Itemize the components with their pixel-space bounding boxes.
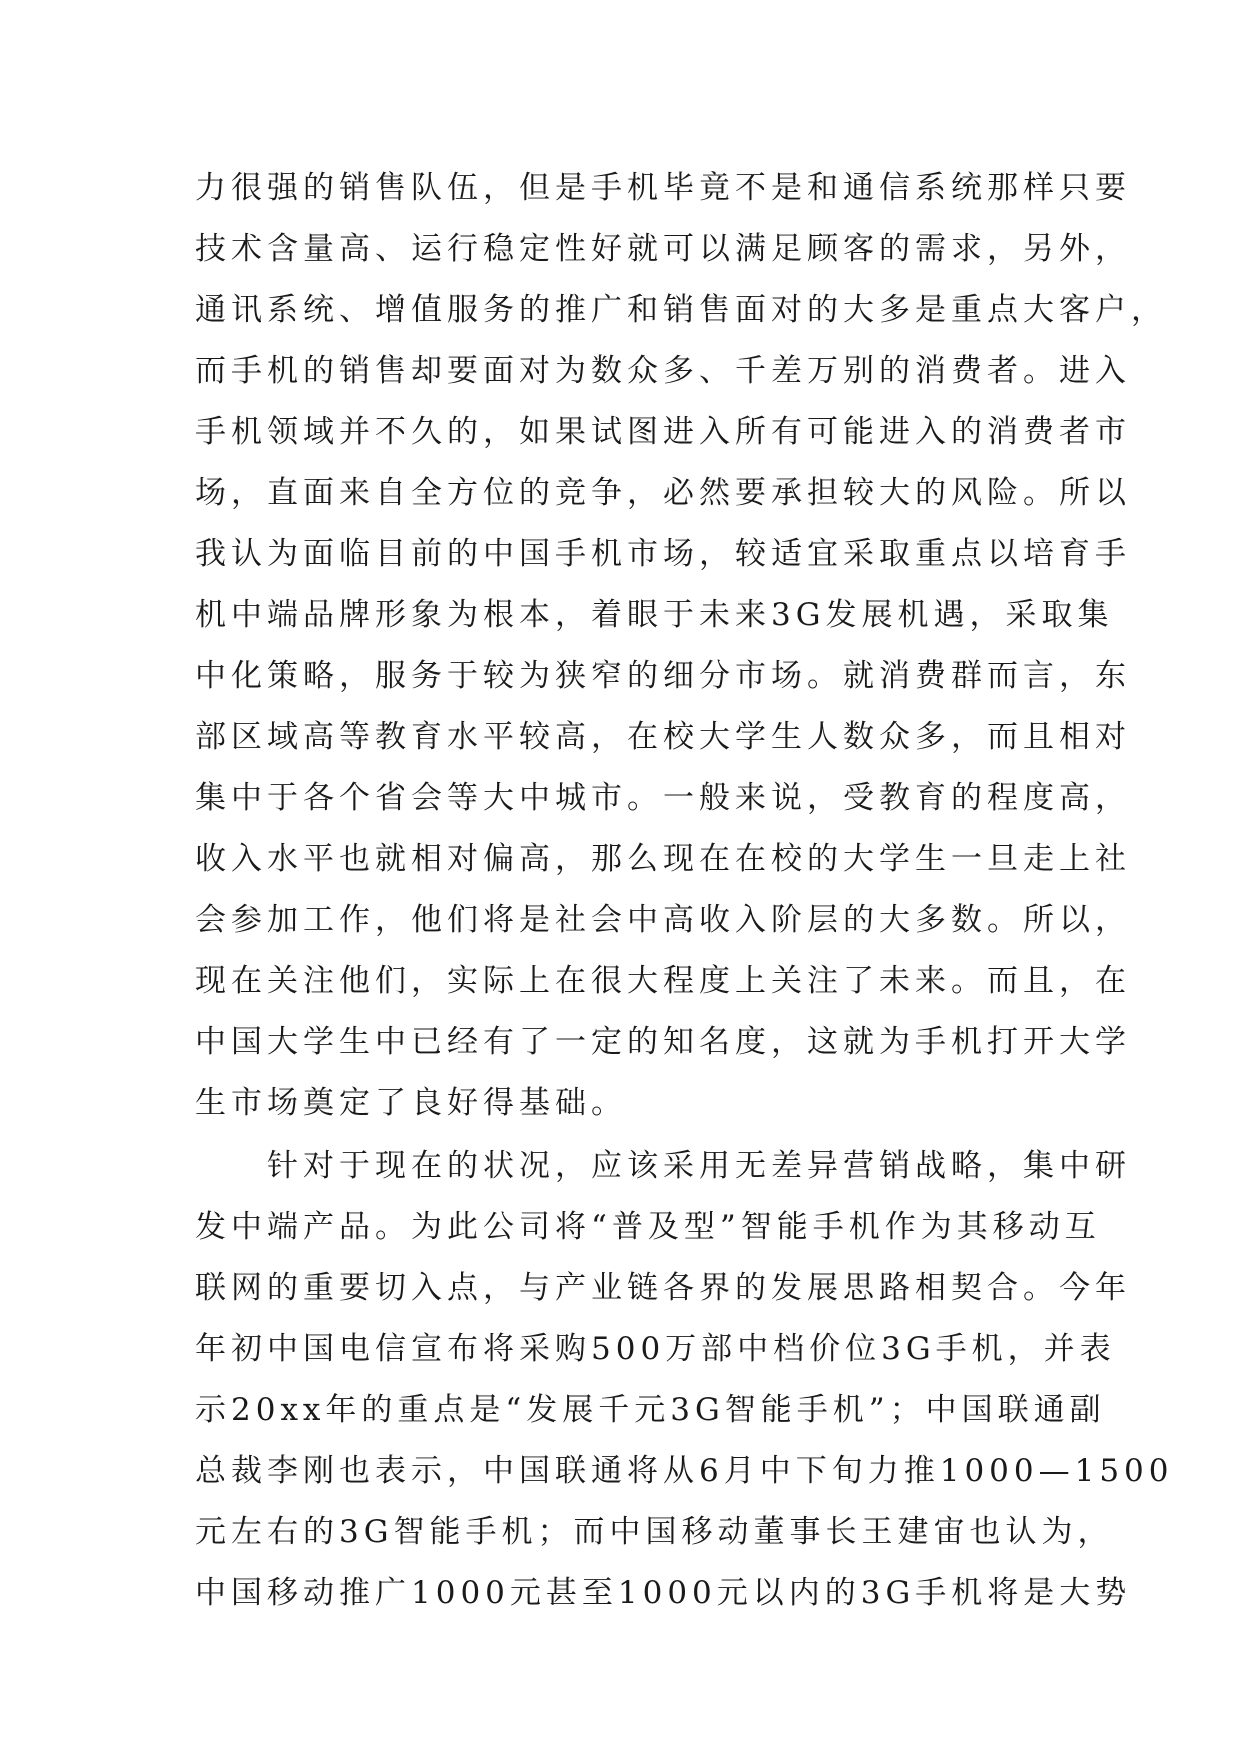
text-line: 集中于各个省会等大中城市。一般来说，受教育的程度高， — [195, 780, 1131, 816]
text-line: 发中端产品。为此公司将“普及型”智能手机作为其移动互 — [195, 1209, 1101, 1245]
text-line: 中化策略，服务于较为狭窄的细分市场。就消费群而言，东 — [195, 658, 1131, 694]
text-line: 示20xx年的重点是“发展千元3G智能手机”；中国联通副 — [195, 1392, 1106, 1428]
text-line: 收入水平也就相对偏高，那么现在在校的大学生一旦走上社 — [195, 841, 1131, 877]
text-line: 力很强的销售队伍，但是手机毕竟不是和通信系统那样只要 — [195, 170, 1131, 206]
text-line: 联网的重要切入点，与产业链各界的发展思路相契合。今年 — [195, 1270, 1131, 1306]
text-line: 针对于现在的状况，应该采用无差异营销战略，集中研 — [195, 1148, 1131, 1184]
text-line: 中国移动推广1000元甚至1000元以内的3G手机将是大势 — [195, 1575, 1132, 1611]
text-line: 总裁李刚也表示，中国联通将从6月中下旬力推1000—1500 — [195, 1453, 1174, 1489]
text-line: 生市场奠定了良好得基础。 — [195, 1085, 627, 1121]
text-line: 会参加工作，他们将是社会中高收入阶层的大多数。所以， — [195, 902, 1131, 938]
text-line: 年初中国电信宣布将采购500万部中档价位3G手机，并表 — [195, 1331, 1116, 1367]
text-line: 部区域高等教育水平较高，在校大学生人数众多，而且相对 — [195, 719, 1131, 755]
text-line: 中国大学生中已经有了一定的知名度，这就为手机打开大学 — [195, 1024, 1131, 1060]
text-line: 技术含量高、运行稳定性好就可以满足顾客的需求，另外， — [195, 231, 1131, 267]
text-line: 通讯系统、增值服务的推广和销售面对的大多是重点大客户， — [195, 292, 1167, 328]
text-line: 元左右的3G智能手机；而中国移动董事长王建宙也认为， — [195, 1514, 1114, 1550]
text-line: 我认为面临目前的中国手机市场，较适宜采取重点以培育手 — [195, 536, 1131, 572]
text-line: 而手机的销售却要面对为数众多、千差万别的消费者。进入 — [195, 353, 1131, 389]
text-line: 手机领域并不久的，如果试图进入所有可能进入的消费者市 — [195, 414, 1131, 450]
text-line: 场，直面来自全方位的竞争，必然要承担较大的风险。所以 — [195, 475, 1131, 511]
body-text — [195, 158, 1174, 1624]
text-line: 机中端品牌形象为根本，着眼于未来3G发展机遇，采取集 — [195, 597, 1114, 633]
text-line: 现在关注他们，实际上在很大程度上关注了未来。而且，在 — [195, 963, 1131, 999]
